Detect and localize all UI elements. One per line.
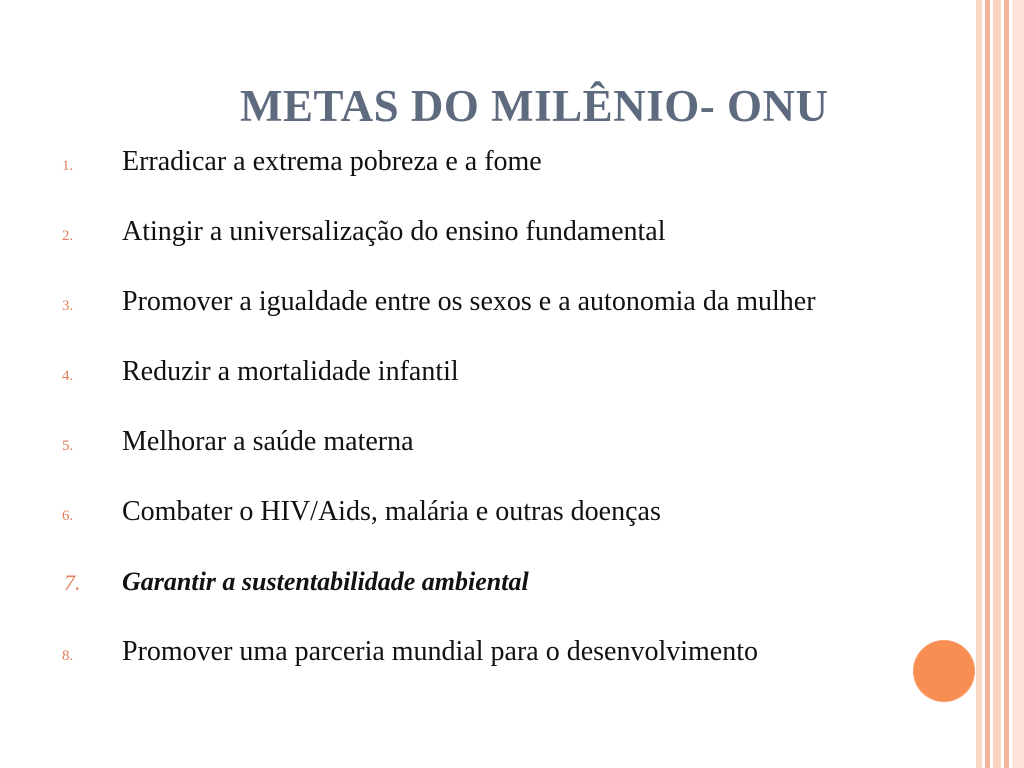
decorative-stripe: [976, 0, 982, 768]
list-item-number: 4.: [62, 368, 74, 384]
list-item-text: Reduzir a mortalidade infantil: [122, 356, 459, 387]
list-item-number: 3.: [62, 298, 74, 314]
list-item: [0, 636, 960, 676]
list-item-text: Atingir a universalização do ensino fundamental: [122, 216, 666, 247]
list-item-text: Melhorar a saúde materna: [122, 426, 414, 457]
list-item-number: 5.: [62, 438, 74, 454]
list-item-text: Combater o HIV/Aids, malária e outras doenças: [122, 496, 661, 527]
decorative-stripe: [993, 0, 1001, 768]
list-item-text: Erradicar a extrema pobreza e a fome: [122, 146, 542, 177]
list-item-text: Garantir a sustentabilidade ambiental: [122, 567, 529, 596]
list-item-number: 2.: [62, 228, 74, 244]
list-item-highlighted: [0, 566, 960, 606]
decorative-stripe: [985, 0, 990, 768]
decorative-stripe: [1004, 0, 1009, 768]
list-item: [0, 146, 960, 186]
list-item: [0, 426, 960, 466]
decorative-stripe: [1012, 0, 1024, 768]
list-item-number: 7.: [64, 570, 81, 595]
list-item-text: Promover a igualdade entre os sexos e a autonomia da mulher: [122, 286, 816, 317]
list-item: [0, 496, 960, 536]
list-item: [0, 356, 960, 396]
list-item-number: 8.: [62, 648, 74, 664]
list-item: [0, 286, 960, 326]
list-item-text: Promover uma parceria mundial para o desenvolvimento: [122, 636, 759, 667]
list-item-number: 1.: [62, 158, 74, 174]
decorative-circle: [913, 640, 975, 702]
list-item: [0, 216, 960, 256]
list-item-number: 6.: [62, 508, 74, 524]
slide-title: METAS DO MILÊNIO- ONU: [240, 81, 829, 131]
